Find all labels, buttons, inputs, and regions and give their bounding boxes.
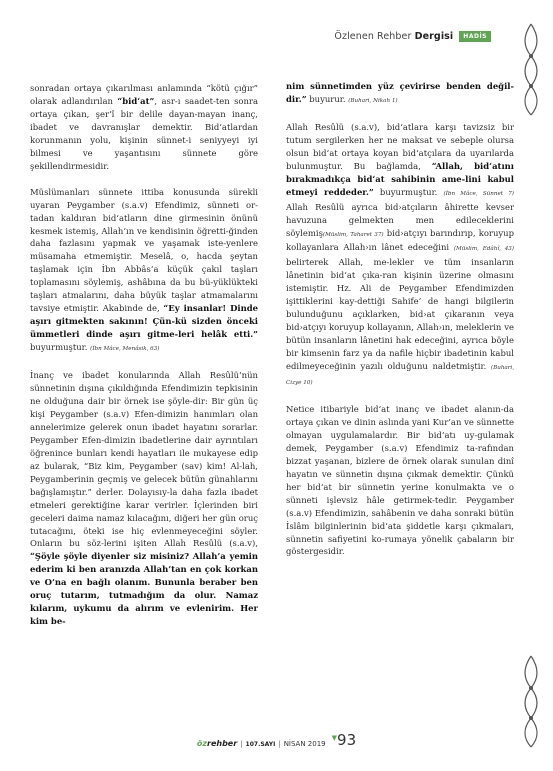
page-number: 93 [337,731,357,749]
page-header [334,28,491,44]
magazine-title: Özlenen Rehber Dergisi [334,30,454,42]
section-tag: HADİS [459,31,491,42]
citation: (Buhari, Nikah 1) [348,97,398,104]
paragraph: sonradan ortaya çıkarılması anlamında “kötü çığır” olarak adlandırılan “bid‘at”, asr-ı saadet-ten sonra ortaya çıkan, şer‘î bir delile dayan-mayan inanç, ibadet ve davranışlar demektir. Bid‘atlardan korunmanın yolu, kişinin sünnet-i seniyyeyi iyi bilmesi ve yaşantısını sünnete göre şekillendirmesidir. [30,83,258,171]
footer-separator: | [278,740,281,748]
issue-date: NİSAN 2019 [283,740,326,748]
issue-number: 107.SAYI [245,741,276,748]
citation: (Buhari, Cizye 10) [286,365,514,387]
citation: (Müslim, Taharet 37) [322,231,384,238]
ornament-top-icon [519,22,543,117]
paragraph: Netice itibariyle bid‘at inanç ve ibadet alanın-da ortaya çıkan ve dinin aslında yani Kur’an ve sünnette olmayan uygulamalardır. Bir bid‘atı uy-gulamak demek, Peygamber (s.a.v) Efendimiz ta-rafından bizzat yaşanan, bizlere de örnek olarak sunulan dinî hayatın ve sünnetin dışına çıkmak demektir. Çünkü her bid‘at bir sünnetin yerine konulmakta ve o sünneti işlevsiz hâle getirmek-tedir. Peygamber (s.a.v) Efendimizin, sahâbenin ve daha sonraki bütün İslâm bilginlerinin bid‘ata şiddetle karşı çıkmaları, sünnetin safiyetini ko-rumaya yönelik çabaların bir göstergesidir. [286,403,514,557]
citation: (İbn Mâce, Sünnet 7) [443,190,514,197]
page-footer [0,733,553,748]
right-column [286,80,514,571]
paragraph: Müslümanları sünnete ittiba konusunda sürekli uyaran Peygamber (s.a.v) Efendimiz, sünneti or-tadan kaldıran bid‘atların dine girmesinin önünü kesmek istemiş, Allah’ın ve kendisinin öğretti-ğinden daha fazlasını yapmak ve yaşamak iste-yenlere müsamaha etmemiştir. Meselâ, o, hacda şeytan taşlamak için İbn Abbâs‘a küçük çakıl taşları toplamasını söylemiş, ashâbına da bu bü-yüklükteki taşları atmalarını, daha büyük taşlar atmamalarını tavsiye etmiştir. Akabinde de, “Ey insanlar! Dinde aşırı gitmekten sakının! Çün-kü sizden önceki ümmetleri dinde aşırı gitme-leri helâk etti.” buyurmuştur. (İbn Mâce, Menâsik, 63) [30,186,258,353]
left-column [30,82,258,641]
paragraph: nim sünnetimden yüz çevirirse benden değil-dir.” buyurur. (Buhari, Nikah 1) [286,81,514,104]
triangle-down-icon: ▼ [331,734,338,742]
magazine-title-bold: Dergisi [414,30,454,42]
citation: (Müslim, Edâhî, 43) [453,246,514,253]
footer-separator: | [240,740,243,748]
footer-brand: özrehber [196,739,238,748]
paragraph: Allah Resûlü (s.a.v), bid‘atlara karşı tavizsiz bir tutum sergilerken her ne maksat ve sebeple olursa olsun bid‘at ortaya koyan bid‘atçılara da uyarılarda bulunmuştur. Bu bağlamda, “Allah, bid‘atını bırakmadıkça bid‘at sahibinin ame-lini kabul etmeyi reddeder.” buyurmuştur. (İbn Mâce, Sünnet 7) Allah Resûlü ayrıca bid›atçıların âhirette kevser havuzuna gelmekten men edileceklerini söylemiş(Müslim, Taharet 37) bid›atçıyı barındırıp, koruyup kollayanlara Allah›ın lânet edeceğini (Müslim, Edâhî, 43) belirterek Allah, me-lekler ve tüm insanların lânetinin bid‘at çıka-ran kişinin üzerine olmasını istemiştir. Hz. Ali de Peygamber Efendimizden işittiklerini kay-dettiği Sahife’ de hangi bilgilerin bulunduğunu açıklarken, bid›at çıkaranın veya bid›atçıyı koruyup kollayanın, Allah›ın, meleklerin ve bütün insanların lânetini hak edeceğini, ayrıca böyle bir kimsenin farz ya da nafile hiçbir ibadetinin kabul edilmeyeceğinin yazılı olduğunu naldetmiştir. (Buhari, Cizye 10) [286,121,514,387]
paragraph: İnanç ve ibadet konularında Allah Resûlü’nün sünnetinin dışına çıkıldığında Efendimizin tepkisinin ne olduğuna dair bir örnek ise şöyle-dir: Bir gün üç kişi Peygamber (s.a.v) Efen-dimizin hanımları olan annelerimize gelerek onun ibadet hayatını sorarlar. Peygamber Efen-dimizin ibadetlerine dair ayrıntıları öğrenince bunları kendi hayatları ile mukayese edip az bularak, “Biz kim, Peygamber (sav) kim! Al-lah, Peygamberinin geçmiş ve gelecek bütün günahlarını bağışlamıştır.” derler. Dolayısıy-la daha fazla ibadet etmeleri gerektiğine karar verirler. İçlerinden biri geceleri daima namaz kılacağını, diğeri her gün oruç tutacağını, öteki ise hiç evlenmeyeceğini söyler. Onların bu söz-lerini işiten Allah Resûlü (s.a.v), “Şöyle şöyle diyenler siz misiniz? Allah’a yemin ederim ki ben aranızda Allah’tan en çok korkan ve O’na en bağlı olanım. Bununla beraber ben oruç tutarım, tutmadığım da olur. Namaz kılarım, uykumu da alırım ve evlenirim. Her kim be- [30,370,258,627]
citation: (İbn Mâce, Menâsik, 63) [90,346,160,353]
